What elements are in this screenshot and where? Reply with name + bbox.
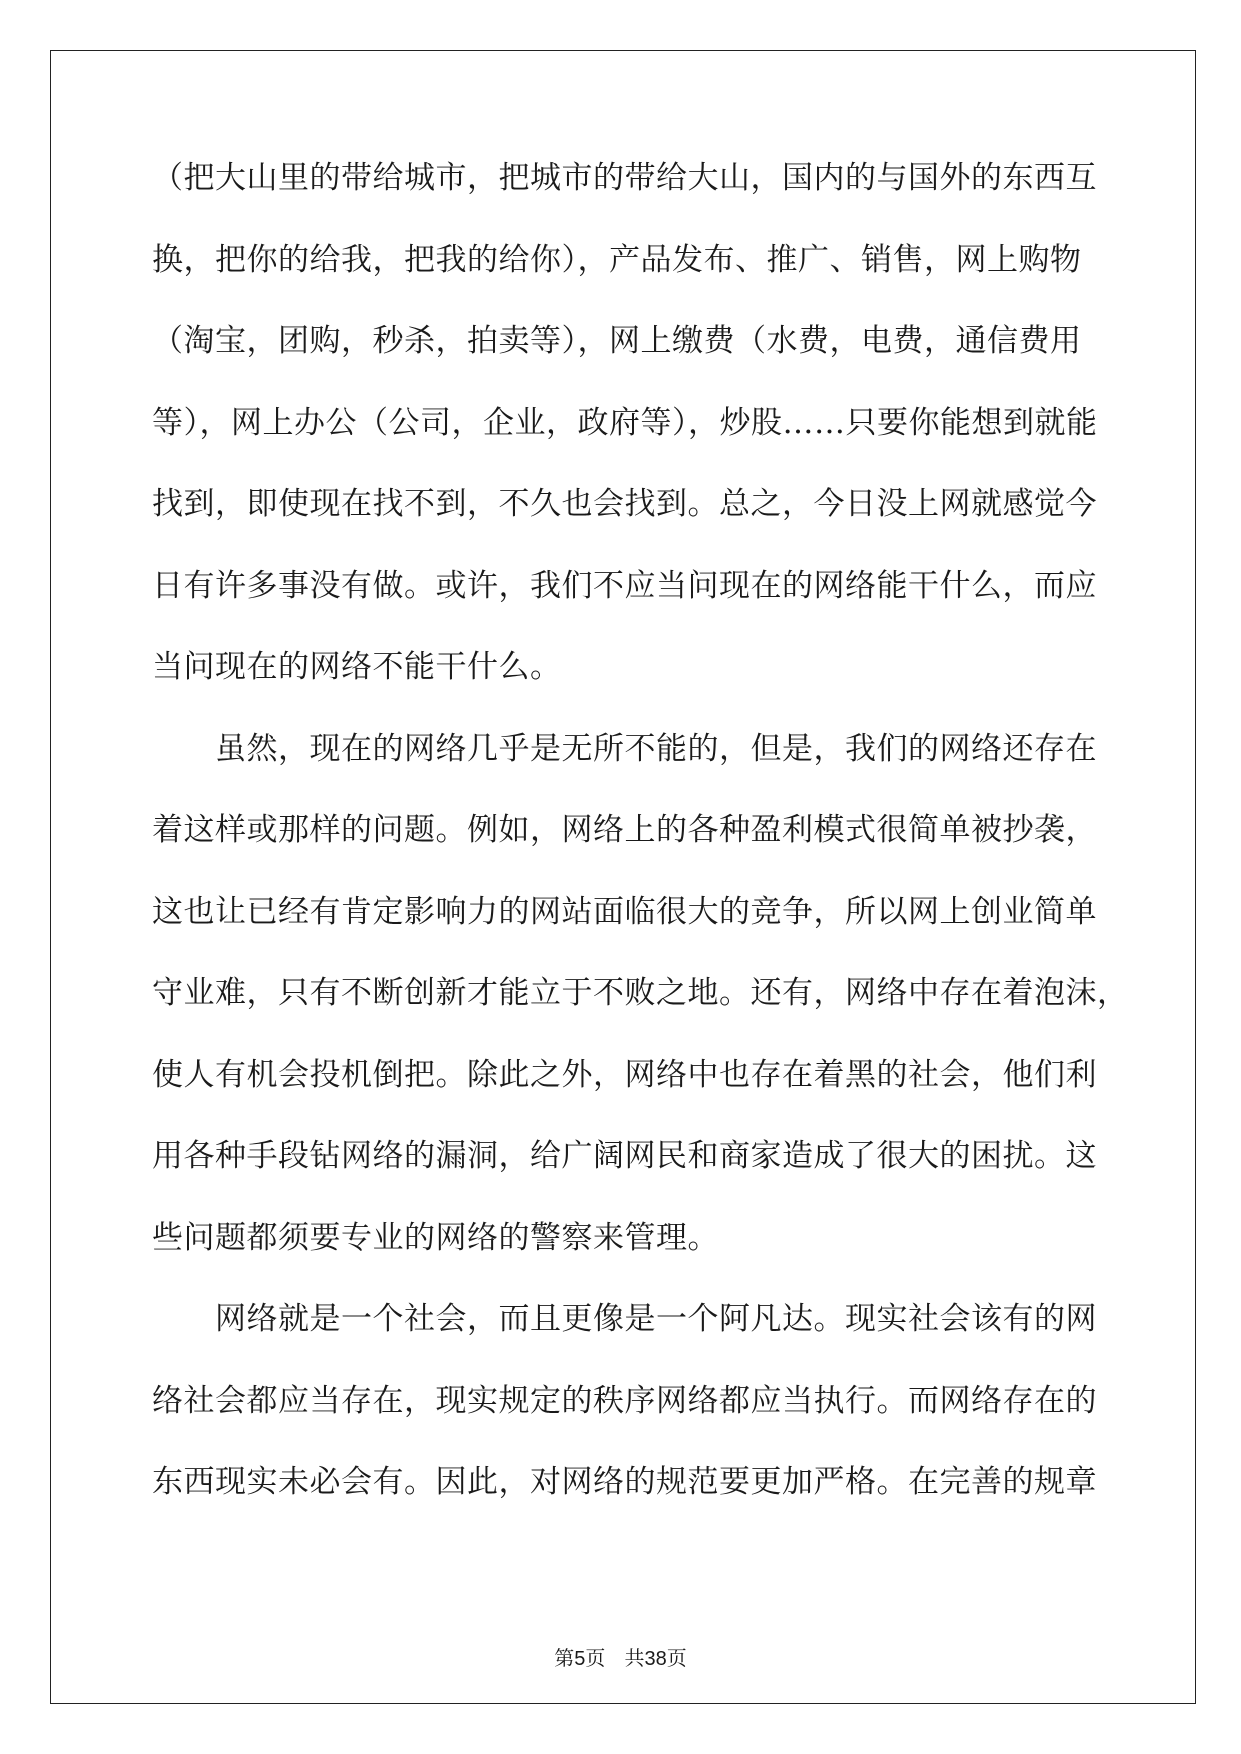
text-line: 守业难，只有不断创新才能立于不败之地。还有，网络中存在着泡沫，: [152, 975, 1129, 1011]
footer-prefix: 第: [554, 1646, 575, 1670]
text-line: （把大山里的带给城市，把城市的带给大山，国内的与国外的东西互: [152, 160, 1097, 196]
text-line: 着这样或那样的问题。例如，网络上的各种盈利模式很简单被抄袭，: [152, 812, 1097, 848]
text-line: 换，把你的给我，把我的给你），产品发布、推广、销售，网上购物: [152, 241, 1082, 278]
text-line: 用各种手段钻网络的漏洞，给广阔网民和商家造成了很大的困扰。这: [152, 1138, 1097, 1174]
text-line: 网络就是一个社会，而且更像是一个阿凡达。现实社会该有的网: [152, 1301, 1097, 1337]
text-line: 当问现在的网络不能干什么。: [152, 649, 562, 685]
text-line: 这也让已经有肯定影响力的网站面临很大的竞争，所以网上创业简单: [152, 893, 1097, 930]
total-pages: 38: [644, 1648, 667, 1670]
text-line: 虽然，现在的网络几乎是无所不能的，但是，我们的网络还存在: [152, 730, 1097, 767]
footer-page-suffix: 页: [585, 1646, 606, 1670]
document-body: [152, 158, 1129, 1544]
text-line: 使人有机会投机倒把。除此之外，网络中也存在着黑的社会，他们利: [152, 1056, 1097, 1093]
footer-total-suffix: 页: [666, 1646, 687, 1670]
text-line: 络社会都应当存在，现实规定的秩序网络都应当执行。而网络存在的: [152, 1382, 1097, 1419]
footer-total-prefix: 共: [624, 1646, 645, 1670]
text-line: 些问题都须要专业的网络的警察来管理。: [152, 1219, 719, 1256]
text-line: 找到，即使现在找不到，不久也会找到。总之，今日没上网就感觉今: [152, 486, 1097, 522]
text-line: 等），网上办公（公司，企业，政府等），炒股……只要你能想到就能: [152, 404, 1098, 441]
text-line: （淘宝，团购，秒杀，拍卖等），网上缴费（水费，电费，通信费用: [152, 323, 1082, 359]
page-number: 5: [574, 1648, 586, 1670]
page-footer: [0, 1646, 1241, 1671]
text-line: 日有许多事没有做。或许，我们不应当问现在的网络能干什么，而应: [152, 567, 1097, 604]
text-line: 东西现实未必会有。因此，对网络的规范要更加严格。在完善的规章: [152, 1464, 1097, 1500]
